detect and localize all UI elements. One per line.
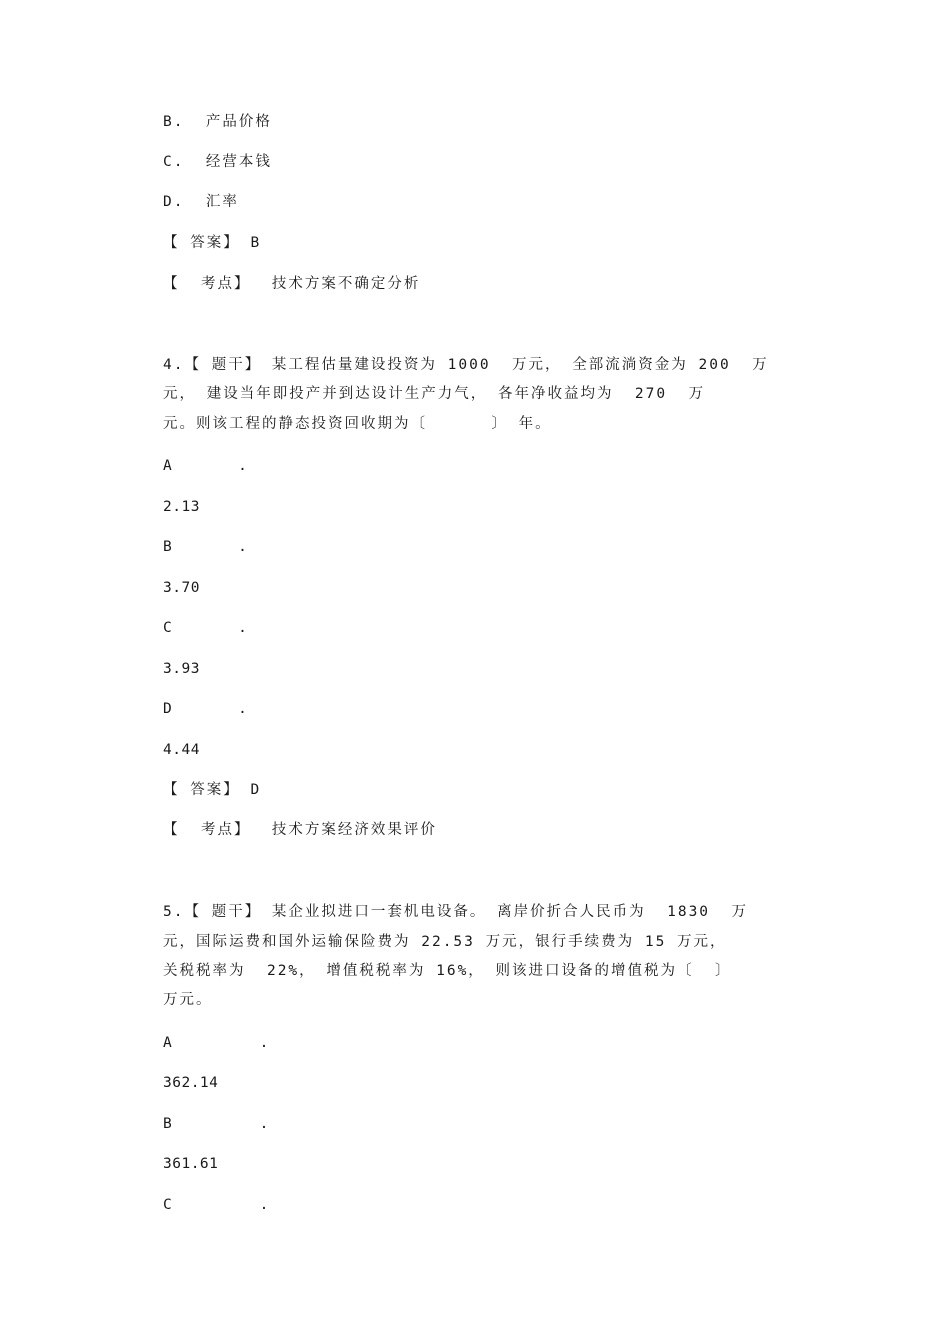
q5-option-b-letter: B . bbox=[163, 1116, 271, 1132]
q4-option-d-value: 4.44 bbox=[163, 742, 200, 758]
q4-option-d-letter: D . bbox=[163, 701, 249, 717]
q3-option-d: D. 汇率 bbox=[163, 194, 239, 210]
q3-keypoint: 【 考点】 技术方案不确定分析 bbox=[163, 276, 421, 292]
q5-option-b-value: 361.61 bbox=[163, 1156, 219, 1172]
q5-option-a-value: 362.14 bbox=[163, 1075, 219, 1091]
q5-stem-line-1: 5.【 题干】 某企业拟进口一套机电设备。 离岸价折合人民币为 1830 万 bbox=[163, 904, 748, 920]
q4-stem-line-3: 元。则该工程的静态投资回收期为〔 〕 年。 bbox=[163, 416, 552, 432]
q4-keypoint: 【 考点】 技术方案经济效果评价 bbox=[163, 822, 437, 838]
q5-stem-line-2: 元，国际运费和国外运输保险费为 22.53 万元，银行手续费为 15 万元， bbox=[163, 934, 727, 950]
q3-option-c: C. 经营本钱 bbox=[163, 154, 272, 170]
q4-option-a-value: 2.13 bbox=[163, 499, 200, 515]
q5-option-a-letter: A . bbox=[163, 1035, 271, 1051]
q5-stem-line-3: 关税税率为 22%， 增值税税率为 16%， 则该进口设备的增值税为〔 〕 bbox=[163, 963, 732, 979]
q5-option-c-letter: C . bbox=[163, 1197, 271, 1213]
q4-answer: 【 答案】 D bbox=[163, 782, 262, 798]
q4-option-b-value: 3.70 bbox=[163, 580, 200, 596]
q4-stem-line-2: 元， 建设当年即投产并到达设计生产力气， 各年净收益均为 270 万 bbox=[163, 386, 706, 402]
q3-option-b: B. 产品价格 bbox=[163, 114, 272, 130]
q4-option-c-value: 3.93 bbox=[163, 661, 200, 677]
q3-answer: 【 答案】 B bbox=[163, 235, 262, 251]
q4-option-a-letter: A . bbox=[163, 458, 249, 474]
q5-stem-line-4: 万元。 bbox=[163, 992, 213, 1008]
q4-option-c-letter: C . bbox=[163, 620, 249, 636]
q4-option-b-letter: B . bbox=[163, 539, 249, 555]
q4-stem-line-1: 4.【 题干】 某工程估量建设投资为 1000 万元， 全部流淌资金为 200 万 bbox=[163, 357, 769, 373]
